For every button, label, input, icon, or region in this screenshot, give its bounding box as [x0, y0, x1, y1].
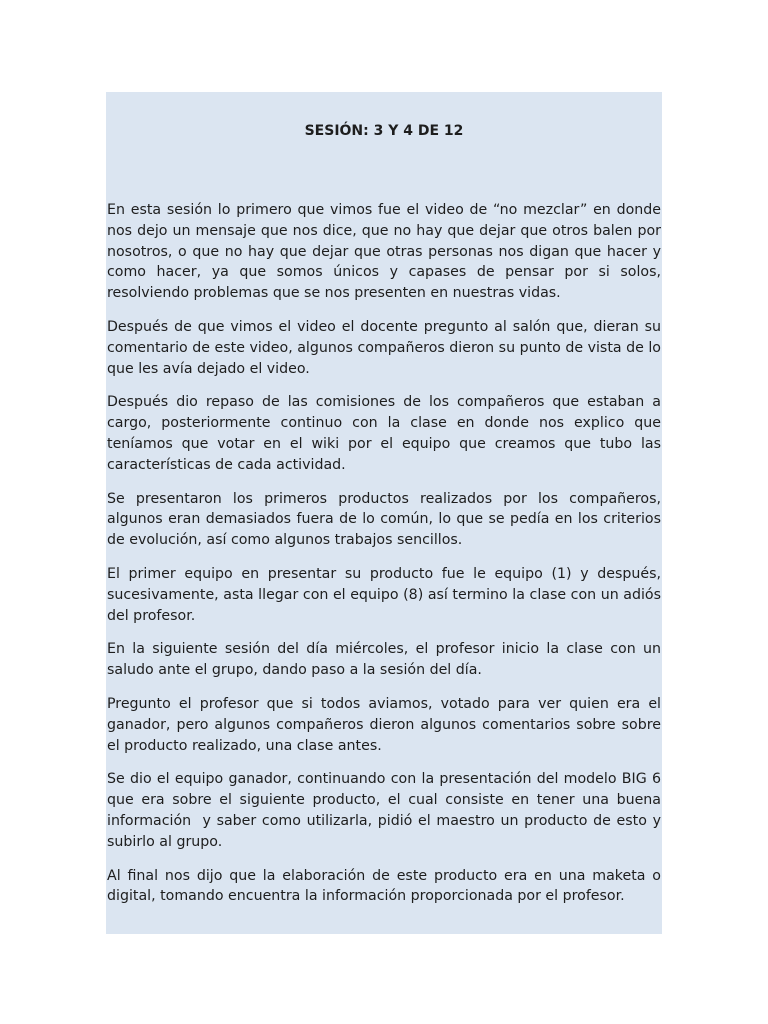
paragraph-6: En la siguiente sesión del día miércoles, el profesor inicio la clase con un saludo ante el grupo, dando paso a la sesión del día.: [107, 641, 666, 679]
paragraph-2: Después de que vimos el video el docente pregunto al salón que, dieran su comentario de este video, algunos compañeros dieron su punto de vista de lo que les avía dejado el video.: [107, 318, 666, 377]
paragraph-4: Se presentaron los primeros productos realizados por los compañeros, algunos eran demasiados fuera de lo común, lo que se pedía en los criterios de evolución, así como algunos trabajos sencillos.: [107, 490, 666, 549]
paragraph-1: En esta sesión lo primero que vimos fue el video de “no mezclar” en donde nos dejo un mensaje que nos dice, que no hay que dejar que otros balen por nosotros, o que no hay que dejar que otras personas nos digan que hacer y como hacer, ya que somos únicos y capases de pensar por si solos, resolviendo problemas que se nos presenten en nuestras vidas.: [107, 202, 666, 302]
document-title: SESIÓN: 3 Y 4 DE 12: [304, 123, 464, 139]
paragraph-9: Al final nos dijo que la elaboración de este producto era en una maketa o digital, tomando encuentra la información proporcionada por el profesor.: [107, 867, 666, 905]
document-body: [107, 200, 666, 920]
paragraph-8: Se dio el equipo ganador, continuando con la presentación del modelo BIG 6 que era sobre el siguiente producto, el cual consiste en tener una buena información y saber como utilizarla, pidió el maestro un producto de esto y subirlo al grupo.: [107, 771, 666, 850]
paragraph-5: El primer equipo en presentar su producto fue le equipo (1) y después, sucesivamente, asta llegar con el equipo (8) así termino la clase con un adiós del profesor.: [107, 565, 666, 624]
paragraph-3: Después dio repaso de las comisiones de los compañeros que estaban a cargo, posteriormente continuo con la clase en donde nos explico que teníamos que votar en el wiki por el equipo que creamos que tubo las características de cada actividad.: [107, 394, 666, 473]
paragraph-7: Pregunto el profesor que si todos aviamos, votado para ver quien era el ganador, pero algunos compañeros dieron algunos comentarios sobre sobre el producto realizado, una clase antes.: [107, 695, 666, 754]
